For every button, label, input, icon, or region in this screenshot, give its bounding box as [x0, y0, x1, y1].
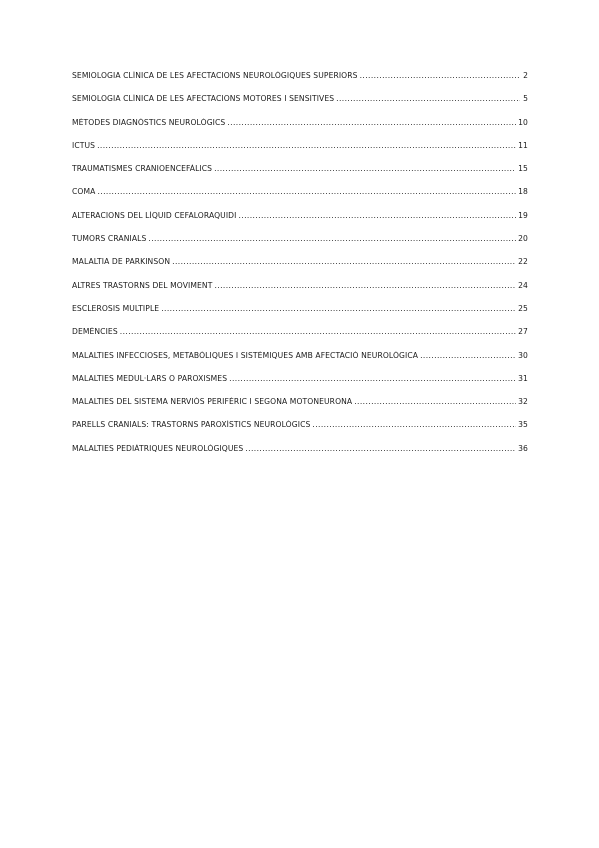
toc-entry[interactable] — [72, 374, 528, 397]
toc-dot-leader — [360, 71, 520, 80]
toc-entry-title: MALALTIES PEDIÀTRIQUES NEUROLÒGIQUES — [72, 443, 244, 453]
toc-entry-title: ALTRES TRASTORNS DEL MOVIMENT — [72, 280, 213, 290]
toc-page-number: 27 — [518, 327, 528, 337]
toc-page-number: 20 — [518, 234, 528, 244]
toc-entry[interactable] — [72, 211, 528, 234]
toc-entry[interactable] — [72, 71, 528, 94]
toc-page-number: 18 — [518, 187, 528, 197]
toc-dot-leader — [172, 257, 516, 266]
toc-entry[interactable] — [72, 420, 528, 443]
toc-dot-leader — [245, 444, 516, 453]
toc-entry[interactable] — [72, 257, 528, 280]
toc-page-number: 2 — [523, 71, 528, 80]
toc-entry[interactable] — [72, 281, 528, 304]
toc-page-number: 22 — [518, 257, 528, 267]
toc-page-number: 11 — [518, 140, 528, 150]
toc-entry-title: MALALTIES INFECCIOSES, METABÒLIQUES I SISTÈMIQUES AMB AFECTACIÓ NEUROLÓGICA — [72, 350, 419, 360]
toc-entry[interactable] — [72, 187, 528, 210]
toc-dot-leader — [161, 304, 516, 313]
toc-dot-leader — [148, 234, 516, 243]
toc-entry-title: TUMORS CRANIALS — [72, 234, 147, 244]
toc-entry-title: ESCLEROSIS MULTIPLE — [72, 303, 160, 313]
toc-entry-title: MALALTIES MEDUL·LARS O PAROXISMES — [72, 373, 228, 383]
toc-entry[interactable] — [72, 444, 528, 467]
toc-page-number: 5 — [523, 94, 528, 104]
toc-entry-title: MALALTIES DEL SISTEMA NERVIÓS PERIFÈRIC I SEGONA MOTONEURONA — [72, 397, 353, 407]
toc-page-number: 24 — [518, 280, 528, 290]
toc-entry-title: MALALTIA DE PARKINSON — [72, 257, 171, 267]
toc-entry-title: ICTUS — [72, 140, 96, 150]
toc-page-number: 32 — [518, 397, 528, 407]
toc-entry[interactable] — [72, 234, 528, 257]
toc-entry[interactable] — [72, 304, 528, 327]
toc-entry[interactable] — [72, 164, 528, 187]
toc-entry[interactable] — [72, 141, 528, 164]
toc-dot-leader — [97, 187, 516, 196]
toc-dot-leader — [336, 94, 520, 103]
toc-dot-leader — [312, 420, 516, 429]
toc-dot-leader — [97, 141, 516, 150]
table-of-contents — [72, 71, 528, 467]
toc-dot-leader — [120, 327, 516, 336]
toc-dot-leader — [229, 374, 516, 383]
toc-dot-leader — [420, 351, 516, 360]
toc-entry[interactable] — [72, 118, 528, 141]
toc-dot-leader — [214, 281, 516, 290]
toc-page-number: 15 — [518, 164, 528, 174]
toc-entry-title: TRAUMATISMES CRANIOENCEFÀLICS — [72, 164, 213, 174]
toc-entry[interactable] — [72, 397, 528, 420]
toc-entry-title: SEMIOLOGIA CLÍNICA DE LES AFECTACIONS NEUROLÒGIQUES SUPERIORS — [72, 71, 358, 80]
toc-page-number: 36 — [518, 443, 528, 453]
toc-entry[interactable] — [72, 351, 528, 374]
toc-page-number: 10 — [518, 117, 528, 127]
toc-page-number: 19 — [518, 210, 528, 220]
toc-dot-leader — [214, 164, 516, 173]
toc-page-number: 31 — [518, 373, 528, 383]
toc-page-number: 30 — [518, 350, 528, 360]
toc-entry-title: ALTERACIONS DEL LÍQUID CEFALORAQUIDI — [72, 210, 237, 220]
toc-entry-title: DEMÈNCIES — [72, 327, 118, 337]
toc-entry-title: COMA — [72, 187, 96, 197]
toc-entry-title: MÈTODES DIAGNÒSTICS NEUROLÒGICS — [72, 117, 226, 127]
toc-dot-leader — [354, 397, 516, 406]
toc-entry-title: PARELLS CRANIALS: TRASTORNS PAROXÍSTICS NEUROLÒGICS — [72, 420, 311, 430]
toc-dot-leader — [227, 118, 516, 127]
toc-entry[interactable] — [72, 327, 528, 350]
toc-entry-title: SEMIOLOGIA CLÍNICA DE LES AFECTACIONS MOTORES I SENSITIVES — [72, 94, 335, 104]
toc-entry[interactable] — [72, 94, 528, 117]
toc-page-number: 35 — [518, 420, 528, 430]
toc-dot-leader — [238, 211, 516, 220]
toc-page-number: 25 — [518, 303, 528, 313]
